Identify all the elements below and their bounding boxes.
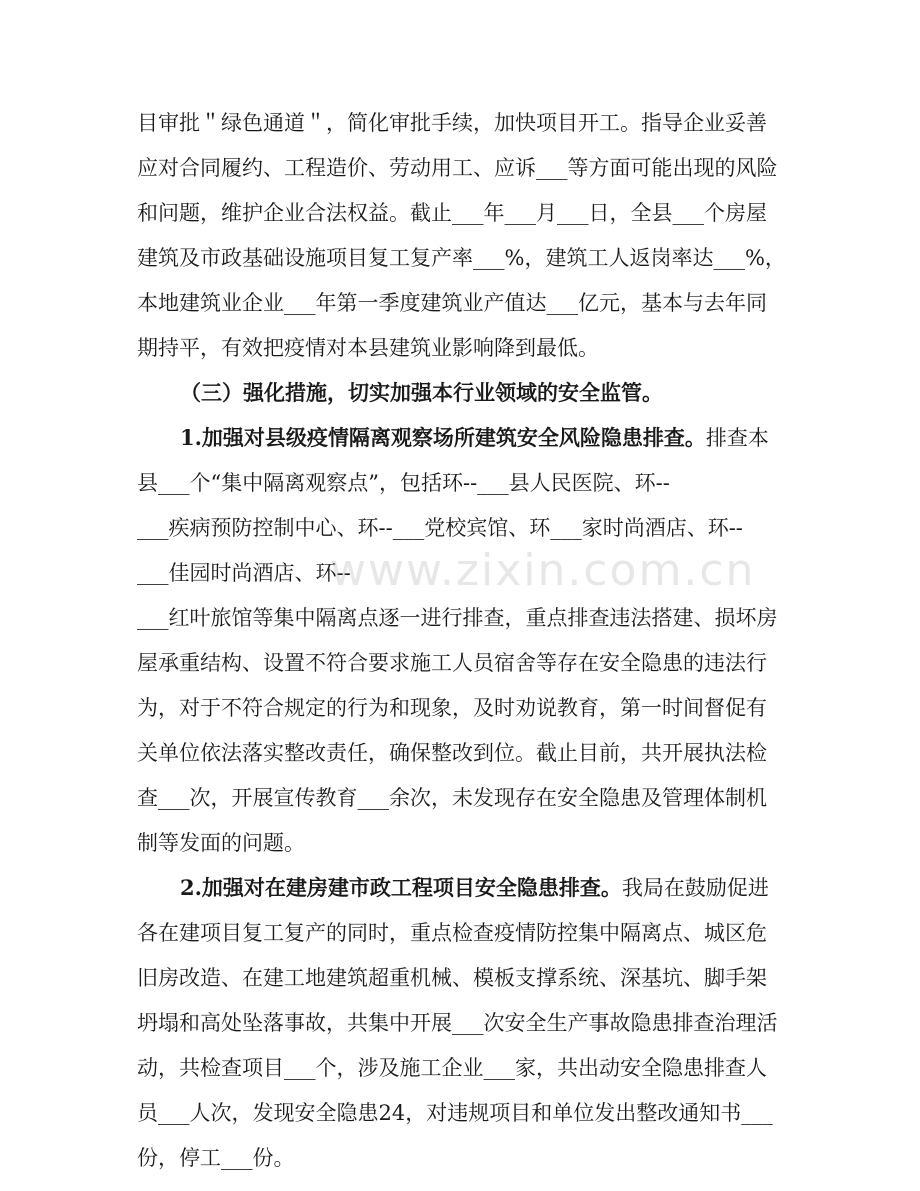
text-line: 本地建筑业企业___年第一季度建筑业产值达___亿元，基本与去年同 xyxy=(137,291,767,315)
paragraph-1-text: 排查本 xyxy=(705,426,769,450)
text-line: ___红叶旅馆等集中隔离点逐一进行排查，重点排查违法搭建、损坏房 xyxy=(137,606,778,630)
text-line: 建筑及市政基础设施项目复工复产率___%，建筑工人返岗率达___%， xyxy=(137,246,786,270)
text-line: 县___个“集中隔离观察点”，包括环--___县人民医院、环-- xyxy=(137,471,670,495)
text-line: 查___次，开展宣传教育___余次，未发现存在安全隐患及管理体制机 xyxy=(137,786,767,810)
text-line: 各在建项目复工复产的同时，重点检查疫情防控集中隔离点、城区危 xyxy=(137,921,767,945)
text-line: 为，对于不符合规定的行为和现象，及时劝说教育，第一时间督促有 xyxy=(137,696,767,720)
text-line: 制等发面的问题。 xyxy=(137,831,305,855)
paragraph-2-text: 我局在鼓励促进 xyxy=(621,876,769,900)
text-line: 应对合同履约、工程造价、劳动用工、应诉___等方面可能出现的风险 xyxy=(137,156,778,180)
text-line: 动，共检查项目___个，涉及施工企业___家，共出动安全隐患排查人 xyxy=(137,1056,767,1080)
watermark: www.zixin.com.cn xyxy=(330,545,756,596)
text-line: 关单位依法落实整改责任，确保整改到位。截止目前，共开展执法检 xyxy=(137,741,767,765)
text-line: 旧房改造、在建工地建筑超重机械、模板支撑系统、深基坑、脚手架 xyxy=(137,966,767,990)
text-line: 屋承重结构、设置不符合要求施工人员宿舍等存在安全隐患的违法行 xyxy=(137,651,767,675)
text-line: 目审批＂绿色通道＂，简化审批手续，加快项目开工。指导企业妥善 xyxy=(137,111,767,135)
text-line: 份，停工___份。 xyxy=(137,1146,295,1170)
text-line: 员___人次，发现安全隐患24，对违规项目和单位发出整改通知书___ xyxy=(137,1101,773,1125)
paragraph-2-heading: 2.加强对在建房建市政工程项目安全隐患排查。 xyxy=(180,875,622,900)
text-line: ___疾病预防控制中心、环--___党校宾馆、环___家时尚酒店、环-- xyxy=(137,516,743,540)
text-line: ___佳园时尚酒店、环-- xyxy=(137,561,351,585)
paragraph-2-first-line xyxy=(180,873,769,903)
text-line: 坍塌和高处坠落事故，共集中开展___次安全生产事故隐患排查治理活 xyxy=(137,1011,778,1035)
text-line: 期持平，有效把疫情对本县建筑业影响降到最低。 xyxy=(137,336,599,360)
paragraph-1-heading: 1.加强对县级疫情隔离观察场所建筑安全风险隐患排查。 xyxy=(180,425,706,450)
text-line: 和问题，维护企业合法权益。截止___年___月___日，全县___个房屋 xyxy=(137,201,767,225)
section-heading: （三）强化措施，切实加强本行业领域的安全监管。 xyxy=(180,380,663,405)
paragraph-1-first-line xyxy=(180,423,769,453)
